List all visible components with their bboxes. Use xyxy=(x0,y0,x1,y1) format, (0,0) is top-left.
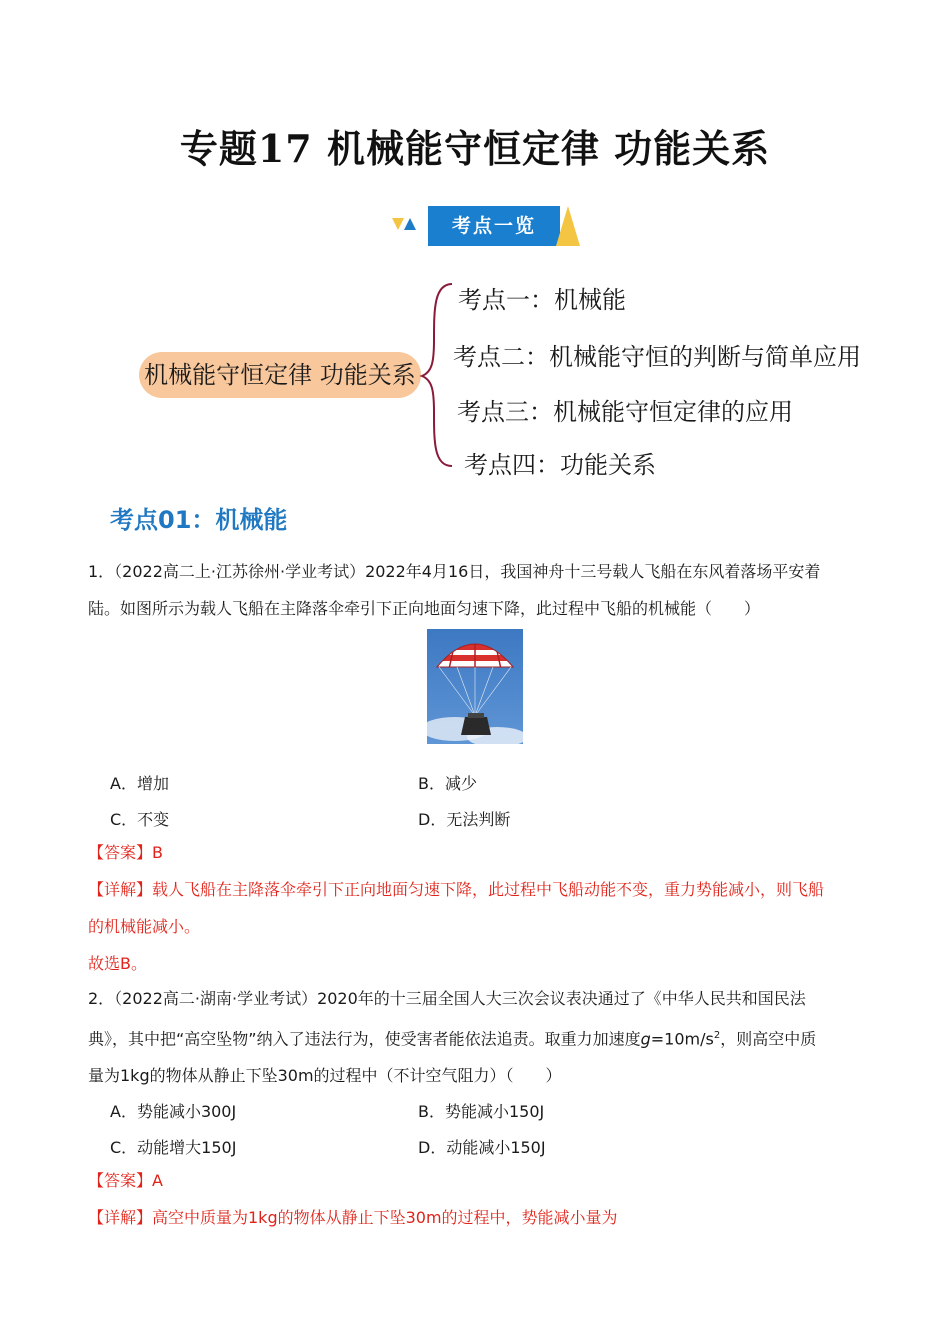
question-1-line2: 陆。如图所示为载人飞船在主降落伞牵引下正向地面匀速下降，此过程中飞船的机械能（ ） xyxy=(88,599,761,618)
question-2-line2-b: =10m/s xyxy=(650,1029,714,1049)
parachute-capsule-image xyxy=(427,629,523,744)
mindmap-branch-4: 考点四：功能关系 xyxy=(464,451,656,479)
gravity-symbol: g xyxy=(640,1029,651,1049)
question-2-line3: 量为1kg的物体从静止下坠30m的过程中（不计空气阻力）（ ） xyxy=(88,1066,562,1086)
yellow-triangle-icon xyxy=(392,218,404,230)
blue-triangle-icon xyxy=(404,218,416,230)
q1-detail-line2: 的机械能减小。 xyxy=(88,917,201,936)
section-banner xyxy=(388,206,588,248)
question-1 xyxy=(88,553,863,627)
q1-option-b: B．减少 xyxy=(418,774,477,793)
mindmap-branch-1: 考点一：机械能 xyxy=(458,286,626,314)
mindmap-branch-2: 考点二：机械能守恒的判断与简单应用 xyxy=(453,343,861,371)
superscript: 2 xyxy=(713,1030,721,1041)
q2-answer-block xyxy=(88,1162,863,1236)
q2-detail-line1: 【详解】高空中质量为1kg的物体从静止下坠30m的过程中，势能减小量为 xyxy=(88,1208,618,1227)
banner-label: 考点一览 xyxy=(428,206,560,246)
q1-conclusion: 故选B。 xyxy=(88,954,147,973)
question-2-line1: 2．（2022高二·湖南·学业考试）2020年的十三届全国人大三次会议表决通过了《中华人民共和国民法 xyxy=(88,989,806,1008)
q2-answer: 【答案】A xyxy=(88,1171,163,1190)
section-heading: 考点01：机械能 xyxy=(110,506,288,534)
question-2 xyxy=(88,980,863,1094)
q1-option-a: A．增加 xyxy=(110,774,169,793)
q1-answer-block xyxy=(88,834,863,982)
question-2-line2 xyxy=(88,1017,863,1057)
curly-brace-icon xyxy=(418,280,458,470)
page-title: 专题17 机械能守恒定律 功能关系 xyxy=(179,126,771,171)
q2-option-c: C．动能增大150J xyxy=(110,1138,237,1157)
mindmap-root: 机械能守恒定律 功能关系 xyxy=(139,352,421,398)
q2-option-d: D．动能减小150J xyxy=(418,1138,546,1157)
q2-option-b: B．势能减小150J xyxy=(418,1102,545,1121)
question-2-line2-a: 典》，其中把“高空坠物”纳入了违法行为，使受害者能依法追责。取重力加速度 xyxy=(88,1029,641,1049)
q1-option-c: C．不变 xyxy=(110,810,170,829)
q1-detail-line1: 【详解】载人飞船在主降落伞牵引下正向地面匀速下降，此过程中飞船动能不变，重力势能减小，则飞船 xyxy=(88,880,825,899)
mindmap-branch-3: 考点三：机械能守恒定律的应用 xyxy=(457,398,793,426)
question-2-line2-c: ，则高空中质 xyxy=(720,1029,817,1049)
q1-option-d: D．无法判断 xyxy=(418,810,511,829)
q1-answer: 【答案】B xyxy=(88,843,163,862)
question-1-line1: 1．（2022高二上·江苏徐州·学业考试）2022年4月16日，我国神舟十三号载人飞船在东风着落场平安着 xyxy=(88,562,821,581)
q2-option-a: A．势能减小300J xyxy=(110,1102,237,1121)
yellow-corner-icon xyxy=(556,206,580,246)
